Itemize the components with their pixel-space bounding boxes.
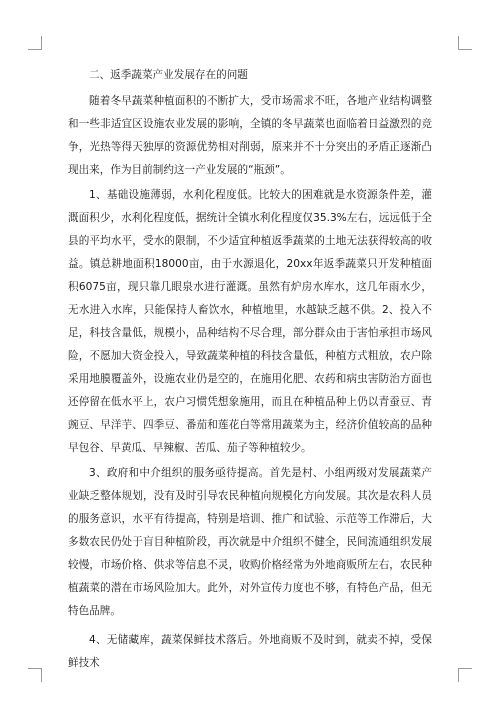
document-body bbox=[68, 66, 432, 677]
paragraph-storage: 4、无储藏库，蔬菜保鲜技术落后。外地商贩不及时到，就卖不掉，受保鲜技术 bbox=[68, 634, 432, 669]
paragraph-government-services: 3、政府和中介组织的服务亟待提高。首先是村、小组两级对发展蔬菜产业缺乏整体规划，没有及时引导农民种植向规模化方向发展。其次是农科人员的服务意识，水平有待提高，特别是培训、推广和试验、示范等工作滞后，大多数农民仍处于盲目种植阶段，再次就是中介组织不健全，民间流通组织发展较慢，市场价格、供求等信息不灵，收购价格经常为外地商贩所左右，农民种植蔬菜的潜在市场风险加大。此外，对外宣传力度也不够，有特色产品，但无特色品牌。 bbox=[68, 467, 432, 617]
crop-mark-top-right-h bbox=[458, 49, 472, 50]
crop-mark-bottom-right-h bbox=[458, 668, 472, 669]
paragraph-intro: 随着冬早蔬菜种植面积的不断扩大，受市场需求不旺，各地产业结构调整和一些非适宜区设施农业发展的影响，全镇的冬早蔬菜也面临着日益激烈的竞争，光热等得天独厚的资源优势相对削弱，原来并不十分突出的矛盾正逐渐凸现出来，作为目前制约这一产业发展的“瓶颈”。 bbox=[68, 95, 432, 176]
crop-mark-top-left-v bbox=[41, 36, 42, 50]
crop-mark-top-left-h bbox=[28, 49, 42, 50]
section-heading: 二、返季蔬菜产业发展存在的问题 bbox=[89, 69, 248, 81]
crop-mark-bottom-left-v bbox=[41, 668, 42, 682]
paragraph-infrastructure: 1、基础设施薄弱，水利化程度低。比较大的困难就是水资源条件差，灌溉面积少，水利化程度低，据统计全镇水利化程度仅35.3%左右，远远低于全县的平均水平，受水的限制，不少适宜种植返季蔬菜的土地无法获得较高的收益。镇总耕地面积18000亩，由于水源退化，20xx年返季蔬菜只开发种植面积6075亩，现只靠几眼泉水进行灌溉。虽然有炉房水库水，这几年雨水少，无水进入水库，只能保持人畜饮水，种植地里，水越缺乏越不供。2、投入不足，科技含量低，规模小，品种结构不尽合理，部分群众由于害怕承担市场风险，不愿加大资金投入，导致蔬菜种植的科技含量低，种植方式粗放，农户除采用地膜覆盖外，设施农业仍是空的，在施用化肥、农药和病虫害防治方面也还停留在低水平上，农户习惯凭想象施用，而且在种植品种上仍以青蚕豆、青豌豆、早洋芋、四季豆、番茄和莲花白等常用蔬菜为主，经济价值较高的品种早包谷、早黄瓜、早辣椒、苦瓜、茄子等种植较少。 bbox=[68, 189, 432, 454]
crop-mark-bottom-left-h bbox=[28, 668, 42, 669]
crop-mark-bottom-right-v bbox=[458, 668, 459, 682]
crop-mark-top-right-v bbox=[458, 36, 459, 50]
